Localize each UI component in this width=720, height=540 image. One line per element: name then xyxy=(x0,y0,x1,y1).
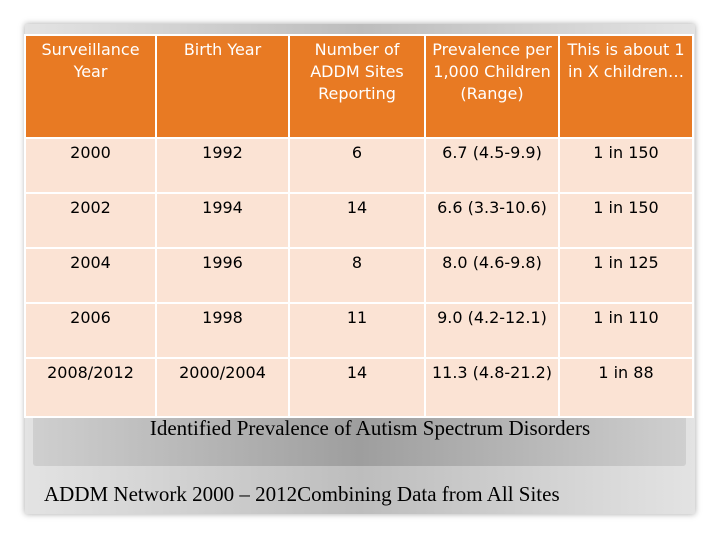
cell-surveillance-year: 2002 xyxy=(25,193,156,248)
header-prevalence: Prevalence per 1,000 Children (Range) xyxy=(425,35,559,138)
cell-prevalence: 6.7 (4.5-9.9) xyxy=(425,138,559,193)
cell-sites-reporting: 11 xyxy=(289,303,425,358)
cell-sites-reporting: 14 xyxy=(289,358,425,417)
cell-one-in-x: 1 in 110 xyxy=(559,303,693,358)
cell-prevalence: 9.0 (4.2-12.1) xyxy=(425,303,559,358)
table-row xyxy=(25,138,693,193)
table-caption: Identified Prevalence of Autism Spectrum Disorders xyxy=(149,416,591,440)
cell-birth-year: 1992 xyxy=(156,138,289,193)
table-row xyxy=(25,193,693,248)
cell-prevalence: 6.6 (3.3-10.6) xyxy=(425,193,559,248)
cell-birth-year: 2000/2004 xyxy=(156,358,289,417)
header-birth-year: Birth Year xyxy=(156,35,289,138)
cell-sites-reporting: 14 xyxy=(289,193,425,248)
cell-one-in-x: 1 in 150 xyxy=(559,193,693,248)
cell-surveillance-year: 2006 xyxy=(25,303,156,358)
table-header-row xyxy=(25,35,693,138)
cell-birth-year: 1998 xyxy=(156,303,289,358)
cell-surveillance-year: 2000 xyxy=(25,138,156,193)
cell-birth-year: 1996 xyxy=(156,248,289,303)
cell-sites-reporting: 6 xyxy=(289,138,425,193)
prevalence-table xyxy=(24,34,694,418)
header-surveillance-year: Surveillance Year xyxy=(25,35,156,138)
cell-birth-year: 1994 xyxy=(156,193,289,248)
table-row xyxy=(25,303,693,358)
cell-sites-reporting: 8 xyxy=(289,248,425,303)
cell-one-in-x: 1 in 150 xyxy=(559,138,693,193)
cell-surveillance-year: 2008/2012 xyxy=(25,358,156,417)
cell-prevalence: 8.0 (4.6-9.8) xyxy=(425,248,559,303)
cell-one-in-x: 1 in 125 xyxy=(559,248,693,303)
slide-footer: ADDM Network 2000 – 2012Combining Data from All Sites xyxy=(44,482,560,506)
header-one-in-x: This is about 1 in X children… xyxy=(559,35,693,138)
table-row xyxy=(25,358,693,417)
cell-surveillance-year: 2004 xyxy=(25,248,156,303)
cell-prevalence: 11.3 (4.8-21.2) xyxy=(425,358,559,417)
header-sites-reporting: Number of ADDM Sites Reporting xyxy=(289,35,425,138)
table-row xyxy=(25,248,693,303)
cell-one-in-x: 1 in 88 xyxy=(559,358,693,417)
